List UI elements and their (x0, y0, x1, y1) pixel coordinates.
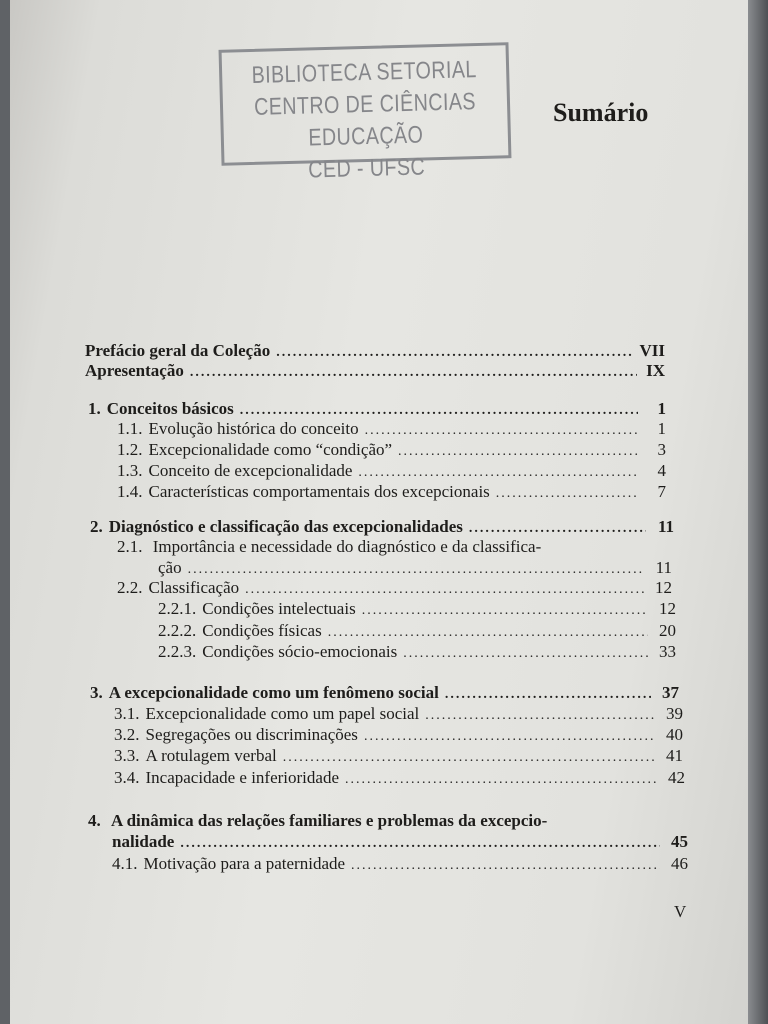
chapter-number: 4. (88, 811, 101, 830)
section-label: Excepcionalidade como “condição” (148, 440, 393, 459)
leader-dots (180, 833, 660, 854)
section-page: 40 (666, 725, 683, 744)
chapter-title: Diagnóstico e classificação das excepcionalidades (108, 517, 463, 536)
section-label: Evolução histórica do conceito (148, 419, 359, 438)
leader-dots (358, 462, 638, 483)
section-page: 12 (659, 599, 676, 618)
toc-chapter-4 (112, 831, 688, 854)
toc-section-2-1-first-line (117, 536, 541, 557)
section-label: Excepcionalidade como um papel social (145, 704, 420, 723)
section-label: Classificação (148, 578, 240, 597)
section-number: 2.2.2. (158, 621, 197, 640)
leader-dots (365, 420, 638, 441)
leader-dots (403, 643, 648, 664)
section-number: 1.4. (117, 482, 143, 501)
chapter-page: 1 (657, 399, 666, 418)
toc-section-1-2 (117, 439, 666, 462)
toc-section-3-1 (114, 703, 683, 726)
leader-dots (328, 622, 648, 643)
section-page: 12 (655, 578, 672, 597)
section-number: 1.3. (117, 461, 143, 480)
toc-entry-label: Prefácio geral da Coleção (85, 341, 271, 360)
book-page (10, 0, 748, 1024)
section-number: 3.1. (114, 704, 140, 723)
section-number: 3.2. (114, 725, 140, 744)
section-label-continuation: ção (158, 558, 182, 577)
chapter-title: A dinâmica das relações familiares e problemas da excepcio- (111, 811, 548, 830)
section-page: 7 (657, 482, 666, 501)
page-folio: V (674, 902, 687, 921)
toc-subsection-2-2-2 (158, 620, 676, 643)
toc-entry-page: VII (639, 341, 665, 360)
chapter-title: Conceitos básicos (106, 399, 234, 418)
stamp-line-2: CENTRO DE CIÊNCIAS EDUCAÇÃO (253, 88, 477, 152)
page-title: Sumário (553, 98, 649, 127)
section-page: 1 (657, 419, 666, 438)
section-number: 2.2.1. (158, 599, 197, 618)
chapter-number: 3. (90, 683, 103, 702)
section-page: 11 (655, 558, 672, 577)
leader-dots (364, 726, 655, 747)
section-label: Incapacidade e inferioridade (145, 768, 339, 787)
toc-section-3-3 (114, 745, 683, 768)
toc-entry-page: IX (646, 361, 665, 380)
section-number: 2.2.3. (158, 642, 197, 661)
section-label: Características comportamentais dos excepcionais (148, 482, 490, 501)
section-number: 2.2. (117, 578, 143, 597)
section-label: Segregações ou discriminações (145, 725, 358, 744)
section-page: 20 (659, 621, 676, 640)
section-page: 41 (666, 746, 683, 765)
leader-dots (283, 747, 655, 768)
toc-subsection-2-2-1 (158, 598, 676, 621)
leader-dots (345, 769, 657, 790)
chapter-number: 1. (88, 399, 101, 418)
section-label: Motivação para a paternidade (143, 854, 346, 873)
library-stamp (219, 42, 512, 184)
section-number: 4.1. (112, 854, 138, 873)
leader-dots (398, 441, 638, 462)
chapter-title-continuation: nalidade (112, 832, 175, 851)
leader-dots (362, 600, 648, 621)
toc-section-4-1 (112, 853, 688, 876)
leader-dots (445, 684, 651, 705)
chapter-page: 37 (662, 683, 679, 702)
section-label: Condições intelectuais (202, 599, 356, 618)
leader-dots (245, 579, 644, 600)
leader-dots (425, 705, 655, 726)
section-page: 42 (668, 768, 685, 787)
stamp-line-3: CED - UFSC (307, 153, 426, 184)
section-number: 2.1. (117, 537, 143, 556)
section-label: Importância e necessidade do diagnóstico e da classifica- (152, 537, 542, 556)
chapter-title: A excepcionalidade como um fenômeno social (108, 683, 439, 702)
toc-section-3-4 (114, 767, 685, 790)
section-label: Condições sócio-emocionais (202, 642, 398, 661)
section-number: 3.4. (114, 768, 140, 787)
leader-dots (496, 483, 638, 504)
section-page: 3 (657, 440, 666, 459)
section-label: A rotulagem verbal (145, 746, 277, 765)
toc-section-1-4 (117, 481, 666, 504)
section-number: 1.2. (117, 440, 143, 459)
section-number: 1.1. (117, 419, 143, 438)
toc-section-1-3 (117, 460, 666, 483)
section-number: 3.3. (114, 746, 140, 765)
chapter-number: 2. (90, 517, 103, 536)
chapter-page: 11 (657, 517, 674, 536)
section-page: 33 (659, 642, 676, 661)
page-edge-shadow (748, 0, 768, 1024)
stamp-line-1: BIBLIOTECA SETORIAL (251, 56, 478, 89)
leader-dots (351, 855, 660, 876)
section-page: 39 (666, 704, 683, 723)
toc-entry-label: Apresentação (85, 361, 184, 380)
toc-chapter-3 (90, 682, 679, 705)
section-page: 4 (657, 461, 666, 480)
leader-dots (190, 362, 637, 383)
toc-subsection-2-2-3 (158, 641, 676, 664)
toc-section-1-1 (117, 418, 666, 441)
toc-section-3-2 (114, 724, 683, 747)
toc-entry-apresentacao (85, 360, 665, 383)
section-label: Conceito de excepcionalidade (148, 461, 353, 480)
section-label: Condições físicas (202, 621, 322, 640)
section-page: 46 (671, 854, 688, 873)
toc-chapter-4-first-line (88, 810, 547, 831)
toc-section-2-2 (117, 577, 672, 600)
chapter-page: 45 (671, 832, 688, 851)
